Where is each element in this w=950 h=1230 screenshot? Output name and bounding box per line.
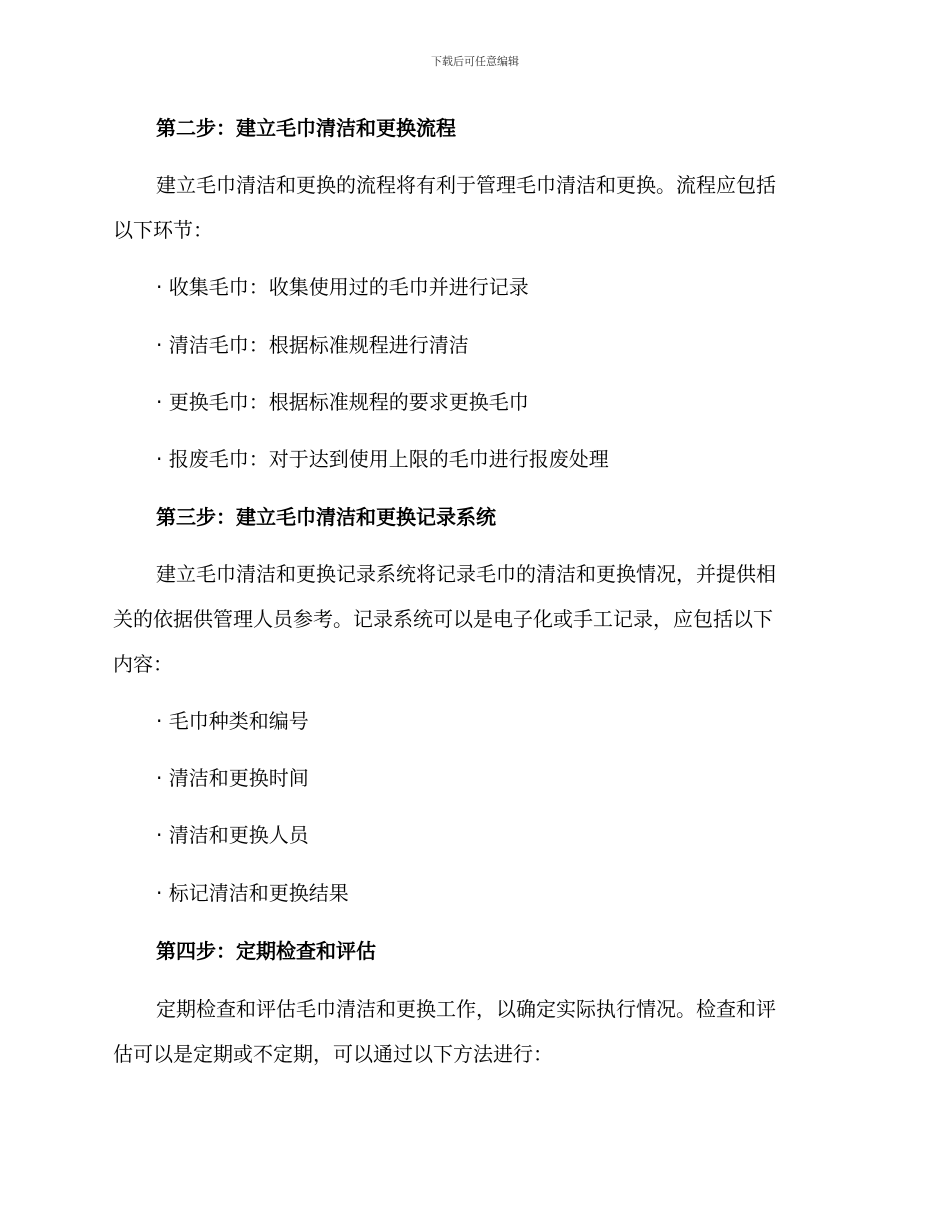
step3-paragraph-line-2: 关的依据供管理人员参考。记录系统可以是电子化或手工记录，应包括以下 xyxy=(113,607,773,631)
step2-bullet-scrap: · 报废毛巾：对于达到使用上限的毛巾进行报废处理 xyxy=(156,447,609,471)
step3-heading: 第三步：建立毛巾清洁和更换记录系统 xyxy=(156,505,496,529)
step2-bullet-clean: · 清洁毛巾：根据标准规程进行清洁 xyxy=(156,333,469,357)
step4-paragraph-line-2: 估可以是定期或不定期，可以通过以下方法进行： xyxy=(113,1042,553,1066)
step4-paragraph-line-1: 定期检查和评估毛巾清洁和更换工作，以确定实际执行情况。检查和评 xyxy=(156,997,776,1021)
step2-bullet-collect: · 收集毛巾：收集使用过的毛巾并进行记录 xyxy=(156,275,529,299)
step3-bullet-result: · 标记清洁和更换结果 xyxy=(156,881,349,905)
step2-heading: 第二步：建立毛巾清洁和更换流程 xyxy=(156,116,456,140)
step3-bullet-type-number: · 毛巾种类和编号 xyxy=(156,709,309,733)
step3-paragraph-line-3: 内容： xyxy=(113,652,173,676)
step3-paragraph-line-1: 建立毛巾清洁和更换记录系统将记录毛巾的清洁和更换情况，并提供相 xyxy=(156,562,776,586)
step3-bullet-time: · 清洁和更换时间 xyxy=(156,766,309,790)
step4-heading: 第四步：定期检查和评估 xyxy=(156,939,376,963)
step2-bullet-replace: · 更换毛巾：根据标准规程的要求更换毛巾 xyxy=(156,390,529,414)
step2-paragraph-line-2: 以下环节： xyxy=(113,218,213,242)
step2-paragraph-line-1: 建立毛巾清洁和更换的流程将有利于管理毛巾清洁和更换。流程应包括 xyxy=(156,173,776,197)
step3-bullet-staff: · 清洁和更换人员 xyxy=(156,823,309,847)
header-note: 下载后可任意编辑 xyxy=(431,55,519,68)
